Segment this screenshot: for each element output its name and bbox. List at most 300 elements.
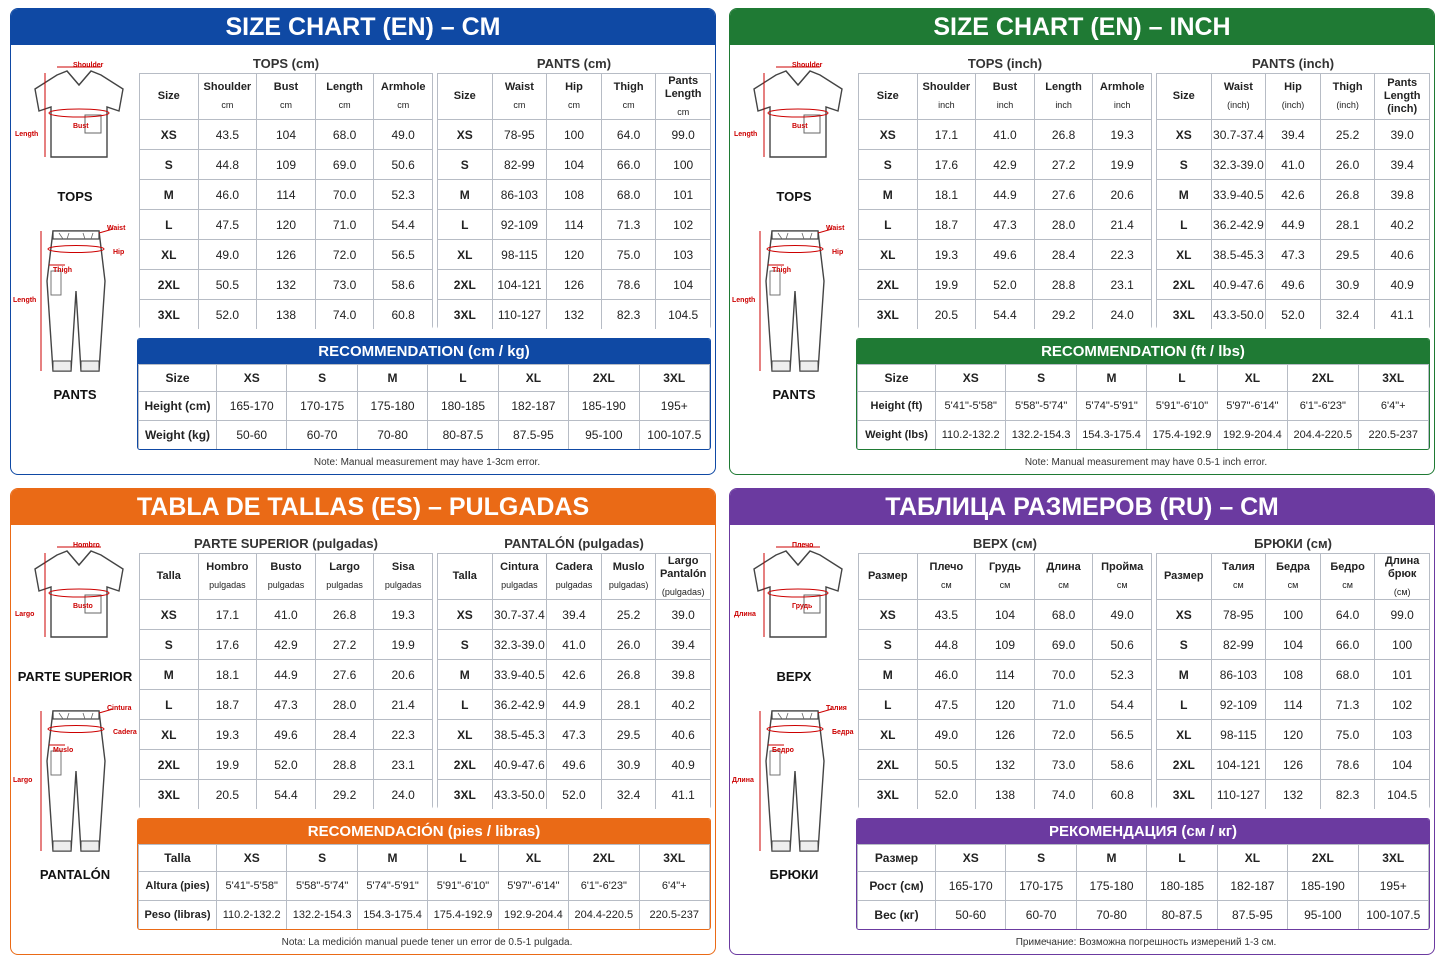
size-cell: 3XL <box>140 300 199 330</box>
column-header-label: Shoulder <box>922 81 971 93</box>
value-cell: 17.1 <box>917 120 976 150</box>
column-header-unit: pulgadas <box>326 580 363 590</box>
table-row <box>438 120 711 150</box>
value-cell: 42.6 <box>1266 180 1321 210</box>
column-header-unit: inch <box>938 100 955 110</box>
value-cell: 21.4 <box>374 690 433 720</box>
measurement-note: Note: Manual measurement may have 0.5-1 inch error. <box>1024 457 1268 468</box>
value-cell: 175-180 <box>357 392 427 421</box>
value-cell: 82.3 <box>1320 780 1375 810</box>
value-cell: 5'91"-6'10" <box>428 872 498 901</box>
value-cell: 38.5-45.3 <box>492 720 547 750</box>
measurement-note: Note: Manual measurement may have 1-3cm error. <box>313 457 541 468</box>
tops-figure-label: TOPS <box>776 189 812 204</box>
size-cell: 2XL <box>140 270 199 300</box>
value-cell: 50.5 <box>198 270 257 300</box>
value-cell: 175.4-192.9 <box>1147 421 1217 450</box>
column-header-label: Талия <box>1222 561 1255 573</box>
value-cell: 60.8 <box>374 300 433 330</box>
value-cell: 43.3-50.0 <box>1211 300 1266 330</box>
value-cell: 114 <box>257 180 316 210</box>
column-header: L <box>428 365 498 392</box>
column-header-unit: (inch) <box>1336 100 1359 110</box>
size-chart-panel <box>10 8 716 475</box>
column-header-unit: cm <box>622 100 635 110</box>
value-cell: 132.2-154.3 <box>1006 421 1076 450</box>
value-cell: 49.6 <box>547 750 602 780</box>
column-header-label: Size <box>453 90 476 102</box>
recommendation-grid <box>857 844 1429 930</box>
value-cell: 22.3 <box>374 720 433 750</box>
table-row <box>859 300 1152 330</box>
column-header-label: Size <box>876 90 899 102</box>
value-cell: 56.5 <box>1093 720 1152 750</box>
value-cell: 27.2 <box>1034 150 1093 180</box>
value-cell: 98-115 <box>492 240 547 270</box>
table-row <box>859 210 1152 240</box>
value-cell: 52.0 <box>1266 300 1321 330</box>
size-cell: S <box>140 630 199 660</box>
table-row <box>140 150 433 180</box>
value-cell: 126 <box>547 270 602 300</box>
column-header <box>492 554 547 600</box>
column-header-label: Bust <box>273 81 299 93</box>
value-cell: 49.6 <box>257 720 316 750</box>
column-header-label: Cintura <box>500 561 539 573</box>
value-cell: 5'74"-5'91" <box>357 872 427 901</box>
value-cell: 132.2-154.3 <box>287 901 357 930</box>
table-row <box>438 720 711 750</box>
value-cell: 19.3 <box>1093 120 1152 150</box>
column-header: L <box>428 845 498 872</box>
table-row <box>858 421 1429 450</box>
value-cell: 19.3 <box>198 720 257 750</box>
value-cell: 47.3 <box>976 210 1035 240</box>
tops-table <box>139 535 433 809</box>
header-row <box>859 554 1152 600</box>
column-header: XS <box>217 845 287 872</box>
value-cell: 41.0 <box>1266 150 1321 180</box>
value-cell: 99.0 <box>656 120 711 150</box>
column-header-label: Size <box>157 90 180 102</box>
size-chart-panel <box>10 488 716 955</box>
column-header-unit: см <box>1342 580 1353 590</box>
table-row <box>140 750 433 780</box>
header-row <box>139 845 710 872</box>
column-header-label: Length <box>326 81 363 93</box>
value-cell: 28.0 <box>315 690 374 720</box>
table-row <box>859 180 1152 210</box>
column-header-unit: см <box>999 580 1011 590</box>
value-cell: 132 <box>976 750 1035 780</box>
header-row <box>859 74 1152 120</box>
value-cell: 6'4"+ <box>1358 392 1428 421</box>
column-header <box>656 554 711 600</box>
value-cell: 101 <box>656 180 711 210</box>
column-header-label: Muslo <box>612 561 645 573</box>
value-cell: 39.4 <box>547 600 602 630</box>
value-cell: 99.0 <box>1375 600 1430 630</box>
value-cell: 180-185 <box>1147 872 1217 901</box>
value-cell: 23.1 <box>1093 270 1152 300</box>
column-header-unit: inch <box>1113 100 1131 110</box>
value-cell: 52.0 <box>917 780 976 810</box>
measure-label-length: Largo <box>15 611 35 618</box>
column-header-label: Размер <box>1163 570 1204 582</box>
recommendation-title: РЕКОМЕНДАЦИЯ (см / кг) <box>857 819 1429 844</box>
size-cell: 2XL <box>1157 750 1212 780</box>
size-cell: XS <box>140 600 199 630</box>
size-cell: 3XL <box>438 780 493 810</box>
value-cell: 185-190 <box>1288 872 1358 901</box>
recommendation-grid <box>857 364 1429 450</box>
value-cell: 41.0 <box>257 600 316 630</box>
table-row <box>139 421 710 450</box>
size-cell: 2XL <box>438 270 493 300</box>
value-cell: 24.0 <box>1093 300 1152 330</box>
size-cell: 3XL <box>140 780 199 810</box>
size-cell: M <box>1157 180 1212 210</box>
value-cell: 5'58"-5'74" <box>287 872 357 901</box>
tops-figure <box>746 543 850 643</box>
column-header-label: Armhole <box>1099 81 1145 93</box>
value-cell: 126 <box>1266 750 1321 780</box>
table-row <box>1157 210 1430 240</box>
column-header: M <box>357 845 427 872</box>
value-cell: 38.5-45.3 <box>1211 240 1266 270</box>
column-header <box>976 554 1035 600</box>
value-cell: 165-170 <box>217 392 287 421</box>
value-cell: 28.8 <box>315 750 374 780</box>
size-cell: S <box>859 150 918 180</box>
value-cell: 204.4-220.5 <box>1288 421 1358 450</box>
value-cell: 120 <box>547 240 602 270</box>
column-header: Talla <box>139 845 217 872</box>
value-cell: 175-180 <box>1076 872 1146 901</box>
column-header-label: Cadera <box>555 561 593 573</box>
value-cell: 24.0 <box>374 780 433 810</box>
value-cell: 101 <box>1375 660 1430 690</box>
value-cell: 50-60 <box>936 901 1006 930</box>
value-cell: 52.0 <box>976 270 1035 300</box>
column-header-label: Hombro <box>206 561 249 573</box>
value-cell: 47.3 <box>547 720 602 750</box>
value-cell: 54.4 <box>976 300 1035 330</box>
pants-table-caption: PANTS (cm) <box>536 56 612 71</box>
column-header-unit: cm <box>513 100 526 110</box>
value-cell: 17.6 <box>198 630 257 660</box>
value-cell: 28.8 <box>1034 270 1093 300</box>
value-cell: 50.5 <box>917 750 976 780</box>
table-row <box>139 901 710 930</box>
value-cell: 49.0 <box>374 120 433 150</box>
column-header <box>917 74 976 120</box>
value-cell: 86-103 <box>492 180 547 210</box>
value-cell: 54.4 <box>1093 690 1152 720</box>
column-header-unit: pulgadas <box>555 580 593 590</box>
table-row <box>140 270 433 300</box>
table-row <box>139 872 710 901</box>
column-header <box>547 74 602 120</box>
value-cell: 47.3 <box>257 690 316 720</box>
tops-table-caption: ВЕРХ (см) <box>972 536 1038 551</box>
measure-label-waist: Cintura <box>107 705 132 712</box>
column-header <box>438 554 493 600</box>
measure-label-shoulder: Плечо <box>792 542 814 549</box>
value-cell: 44.8 <box>917 630 976 660</box>
column-header-unit: cm <box>567 100 580 110</box>
table-row <box>1157 120 1430 150</box>
column-header-label: Shoulder <box>203 81 252 93</box>
value-cell: 40.6 <box>656 720 711 750</box>
value-cell: 39.4 <box>656 630 711 660</box>
table-row <box>859 120 1152 150</box>
size-cell: M <box>1157 660 1212 690</box>
size-cell: XL <box>859 720 918 750</box>
column-header-label: Грудь <box>988 561 1021 573</box>
table-row <box>438 750 711 780</box>
size-cell: 2XL <box>859 750 918 780</box>
column-header: XL <box>498 365 568 392</box>
column-header-label: Hip <box>565 81 583 93</box>
panel-title: ТАБЛИЦА РАЗМЕРОВ (RU) – СМ <box>730 489 1434 525</box>
pants-table <box>437 55 711 329</box>
value-cell: 78.6 <box>601 270 656 300</box>
pants-figure-label: PANTS <box>53 387 97 402</box>
value-cell: 52.3 <box>1093 660 1152 690</box>
value-cell: 43.5 <box>198 120 257 150</box>
column-header-label: Размер <box>867 570 908 582</box>
value-cell: 64.0 <box>1320 600 1375 630</box>
value-cell: 132 <box>257 270 316 300</box>
value-cell: 110.2-132.2 <box>936 421 1006 450</box>
table-row <box>140 210 433 240</box>
table-row <box>1157 720 1430 750</box>
value-cell: 49.0 <box>1093 600 1152 630</box>
column-header-label: Hip <box>1284 81 1302 93</box>
value-cell: 138 <box>257 300 316 330</box>
value-cell: 50.6 <box>1093 630 1152 660</box>
value-cell: 104-121 <box>1211 750 1266 780</box>
value-cell: 18.1 <box>198 660 257 690</box>
column-header-unit: см <box>1233 580 1244 590</box>
value-cell: 64.0 <box>601 120 656 150</box>
table-row <box>438 150 711 180</box>
column-header <box>1157 74 1212 120</box>
value-cell: 74.0 <box>315 300 374 330</box>
recommendation-table <box>137 818 711 930</box>
value-cell: 26.0 <box>1320 150 1375 180</box>
value-cell: 32.4 <box>1320 300 1375 330</box>
value-cell: 44.9 <box>976 180 1035 210</box>
column-header: 2XL <box>569 845 639 872</box>
value-cell: 68.0 <box>315 120 374 150</box>
column-header: M <box>1076 365 1146 392</box>
value-cell: 60.8 <box>1093 780 1152 810</box>
value-cell: 66.0 <box>1320 630 1375 660</box>
value-cell: 33.9-40.5 <box>1211 180 1266 210</box>
table-row <box>438 180 711 210</box>
value-cell: 192.9-204.4 <box>498 901 568 930</box>
value-cell: 19.9 <box>374 630 433 660</box>
pants-table-grid <box>1156 553 1430 809</box>
value-cell: 39.8 <box>1375 180 1430 210</box>
pants-table-caption: БРЮКИ (см) <box>1254 536 1332 551</box>
recommendation-grid <box>138 364 710 450</box>
recommendation-title: RECOMENDACIÓN (pies / libras) <box>138 819 710 844</box>
row-label: Вес (кг) <box>858 901 936 930</box>
value-cell: 44.9 <box>1266 210 1321 240</box>
column-header-label: Бедра <box>1276 561 1310 573</box>
column-header: Size <box>858 365 936 392</box>
pants-figure <box>29 221 126 381</box>
value-cell: 73.0 <box>315 270 374 300</box>
size-cell: XL <box>140 720 199 750</box>
column-header-unit: (inch) <box>1227 100 1250 110</box>
measure-label-plength: Длина <box>732 777 754 784</box>
size-cell: XS <box>140 120 199 150</box>
measure-label-thigh: Thigh <box>53 267 73 274</box>
value-cell: 104 <box>257 120 316 150</box>
value-cell: 71.0 <box>315 210 374 240</box>
size-cell: XS <box>859 120 918 150</box>
value-cell: 132 <box>547 300 602 330</box>
column-header <box>1375 74 1430 120</box>
value-cell: 39.4 <box>1266 120 1321 150</box>
column-header-label: Thigh <box>613 81 644 93</box>
column-header-unit: cm <box>677 106 690 117</box>
table-row <box>438 300 711 330</box>
column-header-unit: (inch) <box>1281 100 1305 110</box>
column-header <box>198 74 257 120</box>
value-cell: 102 <box>1375 690 1430 720</box>
table-row <box>859 660 1152 690</box>
value-cell: 26.8 <box>315 600 374 630</box>
value-cell: 44.9 <box>547 690 602 720</box>
table-row <box>139 392 710 421</box>
column-header-label: Talla <box>156 570 181 582</box>
measure-label-length: Length <box>15 131 39 138</box>
table-row <box>1157 300 1430 330</box>
value-cell: 40.9 <box>656 750 711 780</box>
header-row <box>438 554 711 600</box>
size-cell: L <box>859 210 918 240</box>
value-cell: 110-127 <box>492 300 547 330</box>
measure-label-plength: Largo <box>13 777 33 784</box>
value-cell: 170-175 <box>287 392 357 421</box>
table-row <box>859 690 1152 720</box>
size-cell: L <box>140 210 199 240</box>
value-cell: 182-187 <box>1217 872 1287 901</box>
measure-label-thigh: Thigh <box>772 267 792 274</box>
value-cell: 50-60 <box>217 421 287 450</box>
value-cell: 40.6 <box>1375 240 1430 270</box>
size-cell: M <box>438 180 493 210</box>
column-header <box>1375 554 1430 600</box>
column-header-label: Bust <box>992 81 1018 93</box>
table-row <box>859 630 1152 660</box>
value-cell: 154.3-175.4 <box>1076 421 1146 450</box>
value-cell: 18.7 <box>198 690 257 720</box>
column-header <box>1266 554 1321 600</box>
value-cell: 82-99 <box>1211 630 1266 660</box>
value-cell: 110.2-132.2 <box>217 901 287 930</box>
measure-label-bust: Bust <box>792 123 808 130</box>
size-cell: M <box>438 660 493 690</box>
pants-figure-label: БРЮКИ <box>769 867 819 882</box>
value-cell: 19.9 <box>1093 150 1152 180</box>
column-header <box>315 554 374 600</box>
value-cell: 74.0 <box>1034 780 1093 810</box>
measure-label-waist: Waist <box>107 225 126 232</box>
value-cell: 100-107.5 <box>639 421 709 450</box>
column-header <box>859 554 918 600</box>
value-cell: 25.2 <box>1320 120 1375 150</box>
value-cell: 5'91"-6'10" <box>1147 392 1217 421</box>
value-cell: 42.6 <box>547 660 602 690</box>
value-cell: 132 <box>1266 780 1321 810</box>
tops-table-caption: TOPS (inch) <box>967 56 1043 71</box>
value-cell: 87.5-95 <box>1217 901 1287 930</box>
value-cell: 98-115 <box>1211 720 1266 750</box>
table-row <box>859 750 1152 780</box>
column-header-label: Largo <box>329 561 360 573</box>
value-cell: 39.4 <box>1375 150 1430 180</box>
table-row <box>438 600 711 630</box>
table-row <box>140 630 433 660</box>
value-cell: 110-127 <box>1211 780 1266 810</box>
value-cell: 44.8 <box>198 150 257 180</box>
value-cell: 195+ <box>1358 872 1428 901</box>
column-header: XS <box>936 365 1006 392</box>
value-cell: 75.0 <box>601 240 656 270</box>
column-header <box>547 554 602 600</box>
value-cell: 95-100 <box>569 421 639 450</box>
value-cell: 154.3-175.4 <box>357 901 427 930</box>
panel-title: SIZE CHART (EN) – INCH <box>730 9 1434 45</box>
size-cell: 3XL <box>859 780 918 810</box>
value-cell: 40.2 <box>656 690 711 720</box>
value-cell: 114 <box>976 660 1035 690</box>
value-cell: 5'58"-5'74" <box>1006 392 1076 421</box>
value-cell: 28.1 <box>601 690 656 720</box>
value-cell: 103 <box>1375 720 1430 750</box>
size-cell: 2XL <box>859 270 918 300</box>
value-cell: 49.6 <box>976 240 1035 270</box>
value-cell: 220.5-237 <box>1358 421 1428 450</box>
measure-label-shoulder: Hombro <box>73 542 100 549</box>
size-cell: S <box>1157 630 1212 660</box>
table-row <box>858 901 1429 930</box>
pants-figure <box>29 701 123 861</box>
measure-label-hip: Hip <box>832 249 844 256</box>
table-row <box>140 780 433 810</box>
header-row <box>140 554 433 600</box>
value-cell: 104.5 <box>656 300 711 330</box>
column-header: XS <box>936 845 1006 872</box>
value-cell: 28.0 <box>1034 210 1093 240</box>
value-cell: 182-187 <box>498 392 568 421</box>
pants-table <box>1156 55 1430 329</box>
value-cell: 18.1 <box>917 180 976 210</box>
size-cell: S <box>140 150 199 180</box>
size-cell: 3XL <box>438 300 493 330</box>
value-cell: 39.0 <box>1375 120 1430 150</box>
value-cell: 68.0 <box>1034 600 1093 630</box>
table-row <box>438 660 711 690</box>
value-cell: 73.0 <box>1034 750 1093 780</box>
value-cell: 68.0 <box>1320 660 1375 690</box>
